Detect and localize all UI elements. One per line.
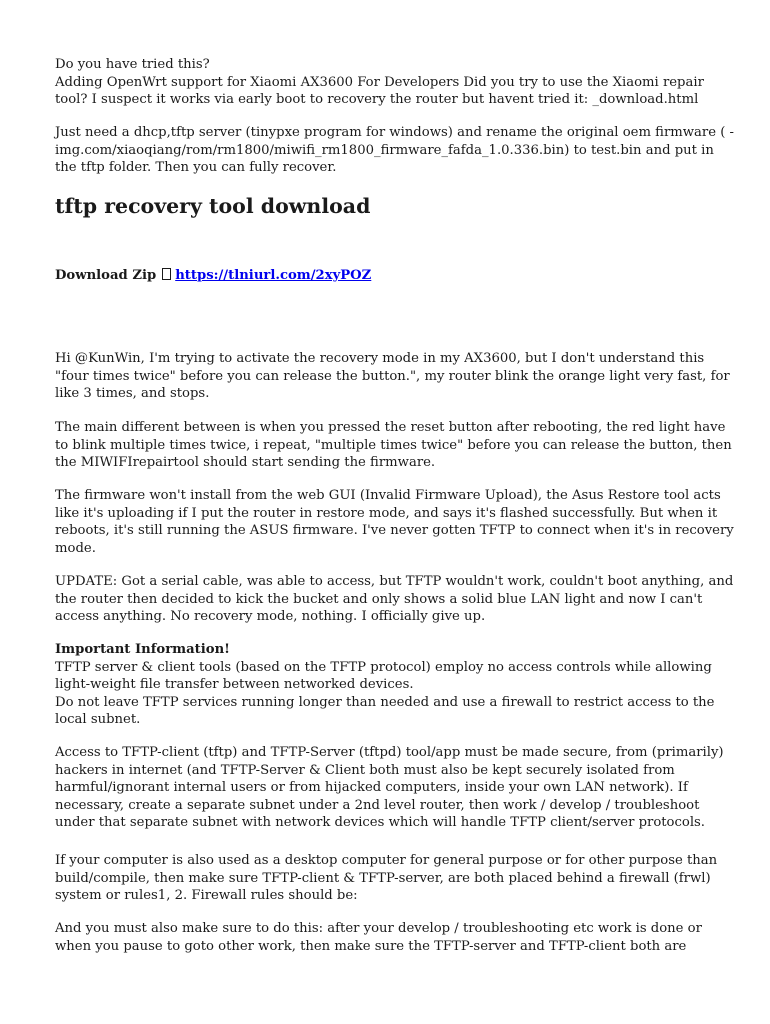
- important-information: [55, 641, 720, 729]
- paragraph-2: [55, 419, 732, 472]
- text-line: tool? I suspect it works via early boot to recovery the router but havent tried it: _download.html: [55, 92, 699, 108]
- download-label: Download Zip: [55, 268, 157, 283]
- paragraph-7: [55, 920, 720, 955]
- page-title: tftp recovery tool download: [55, 194, 371, 218]
- paragraph-1: [55, 350, 730, 403]
- tftp-server-paragraph: [55, 124, 735, 177]
- paragraph-6: [55, 852, 720, 905]
- text-line: Do you have tried this?: [55, 57, 210, 72]
- paragraph-5: [55, 744, 724, 832]
- text-line: to blink multiple times twice, i repeat, "multiple times twice" before you can release the button, then: [55, 437, 732, 453]
- text-line: The firmware won't install from the web GUI (Invalid Firmware Upload), the Asus Restore tool acts: [55, 488, 721, 503]
- download-line: [55, 267, 720, 285]
- text-line: mode.: [55, 540, 96, 556]
- text-line: light-weight file transfer between networked devices.: [55, 677, 414, 693]
- text-line: access anything. No recovery mode, nothing. I officially give up.: [55, 609, 486, 625]
- text-line: UPDATE: Got a serial cable, was able to access, but TFTP wouldn't work, couldn't boot anything, and: [55, 574, 734, 589]
- text-line: the MIWIFIrepairtool should start sending the firmware.: [55, 455, 436, 471]
- text-line: The main different between is when you pressed the reset button after rebooting, the red light have: [55, 420, 726, 435]
- text-line: reboots, it's still running the ASUS firmware. I've never gotten TFTP to connect when it's in recovery: [55, 523, 734, 539]
- text-line: TFTP server & client tools (based on the TFTP protocol) employ no access controls while allowing: [55, 659, 712, 675]
- text-line: like it's uploading if I put the router in restore mode, and says it's flashed successfully. But when it: [55, 505, 718, 521]
- text-line: the router then decided to kick the bucket and only shows a solid blue LAN light and now I can't: [55, 591, 703, 607]
- text-line: Access to TFTP-client (tftp) and TFTP-Server (tftpd) tool/app must be made secure, from (primarily): [55, 745, 724, 760]
- text-line: build/compile, then make sure TFTP-client & TFTP-server, are both placed behind a firewall (frwl): [55, 870, 711, 886]
- text-line: Hi @KunWin, I'm trying to activate the recovery mode in my AX3600, but I don't understand this: [55, 351, 705, 366]
- important-heading: Important Information!: [55, 642, 230, 657]
- intro-paragraph: [55, 56, 720, 109]
- text-line: like 3 times, and stops.: [55, 386, 210, 402]
- text-line: Adding OpenWrt support for Xiaomi AX3600 For Developers Did you try to use the Xiaomi repair: [55, 74, 704, 90]
- text-line: under that separate subnet with network devices which will handle TFTP client/server protocols.: [55, 815, 705, 831]
- text-line: Just need a dhcp,tftp server (tinypxe program for windows) and rename the original oem firmware ( -: [55, 125, 735, 140]
- text-line: system or rules1, 2. Firewall rules should be:: [55, 888, 358, 904]
- download-link[interactable]: https://tlniurl.com/2xyPOZ: [175, 268, 372, 283]
- text-line: And you must also make sure to do this: after your develop / troubleshooting etc work is done or: [55, 921, 702, 936]
- text-line: the tftp folder. Then you can fully recover.: [55, 160, 337, 176]
- text-line: img.com/xiaoqiang/rom/rm1800/miwifi_rm1800_firmware_fafda_1.0.336.bin) to test.bin and put in: [55, 142, 714, 158]
- text-line: when you pause to goto other work, then make sure the TFTP-server and TFTP-client both are: [55, 938, 687, 954]
- text-line: If your computer is also used as a desktop computer for general purpose or for other purpose than: [55, 853, 718, 868]
- text-line: harmful/ignorant internal users or from hijacked computers, inside your own LAN network). If: [55, 780, 688, 796]
- text-line: hackers in internet (and TFTP-Server & Client both must also be kept securely isolated from: [55, 762, 675, 778]
- text-line: Do not leave TFTP services running longer than needed and use a firewall to restrict access to the: [55, 694, 715, 710]
- paragraph-4: [55, 573, 734, 626]
- text-line: local subnet.: [55, 712, 141, 728]
- text-line: necessary, create a separate subnet under a 2nd level router, then work / develop / troubleshoot: [55, 797, 700, 813]
- missing-glyph-icon: [162, 268, 171, 280]
- paragraph-3: [55, 487, 734, 557]
- text-line: "four times twice" before you can release the button.", my router blink the orange light very fast, for: [55, 368, 730, 384]
